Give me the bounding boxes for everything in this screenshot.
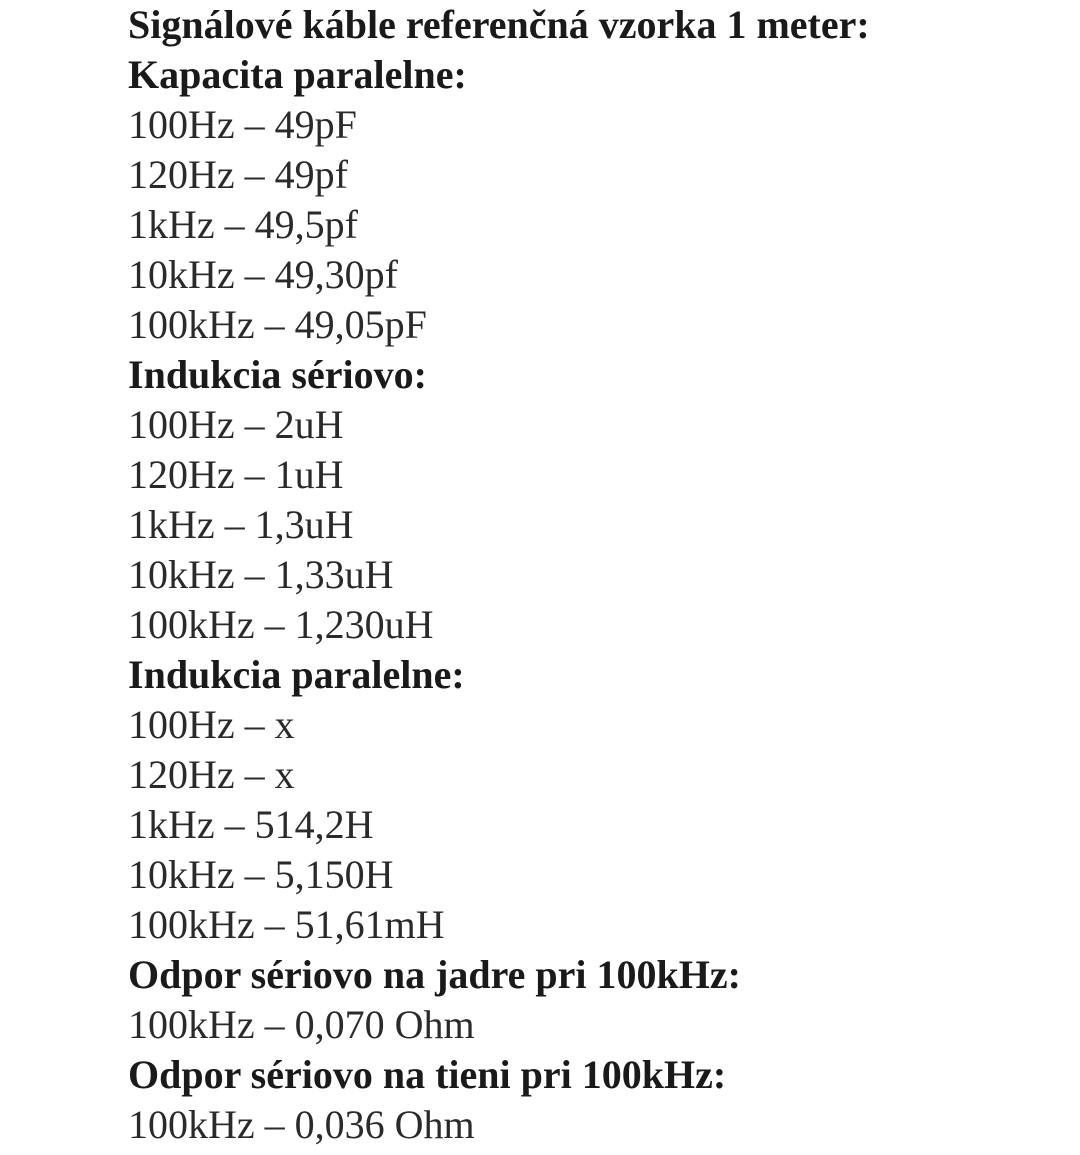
section-heading-shield-resistance: Odpor sériovo na tieni pri 100kHz:	[128, 1052, 727, 1097]
measurement-line: 100kHz – 51,61mH	[128, 902, 445, 947]
measurement-line: 100kHz – 1,230uH	[128, 602, 434, 647]
measurement-line: 100Hz – x	[128, 702, 295, 747]
measurement-line: 10kHz – 5,150H	[128, 852, 394, 897]
measurement-line: 120Hz – 49pf	[128, 152, 348, 197]
measurement-line: 1kHz – 1,3uH	[128, 502, 354, 547]
measurement-line: 120Hz – x	[128, 752, 295, 797]
measurement-line: 100kHz – 49,05pF	[128, 302, 427, 347]
section-heading-capacitance-parallel: Kapacita paralelne:	[128, 52, 467, 97]
measurement-line: 100kHz – 0,070 Ohm	[128, 1002, 475, 1047]
measurement-line: 100kHz – 0,036 Ohm	[128, 1102, 475, 1147]
measurement-line: 1kHz – 49,5pf	[128, 202, 358, 247]
section-heading-core-resistance: Odpor sériovo na jadre pri 100kHz:	[128, 952, 741, 997]
section-heading-inductance-series: Indukcia sériovo:	[128, 352, 427, 397]
section-heading-inductance-parallel: Indukcia paralelne:	[128, 652, 465, 697]
measurement-line: 100Hz – 2uH	[128, 402, 344, 447]
document-title: Signálové káble referenčná vzorka 1 meter:	[128, 2, 870, 47]
measurement-line: 1kHz – 514,2H	[128, 802, 374, 847]
measurement-line: 10kHz – 49,30pf	[128, 252, 398, 297]
measurement-line: 10kHz – 1,33uH	[128, 552, 394, 597]
measurement-line: 100Hz – 49pF	[128, 102, 357, 147]
measurement-line: 120Hz – 1uH	[128, 452, 344, 497]
